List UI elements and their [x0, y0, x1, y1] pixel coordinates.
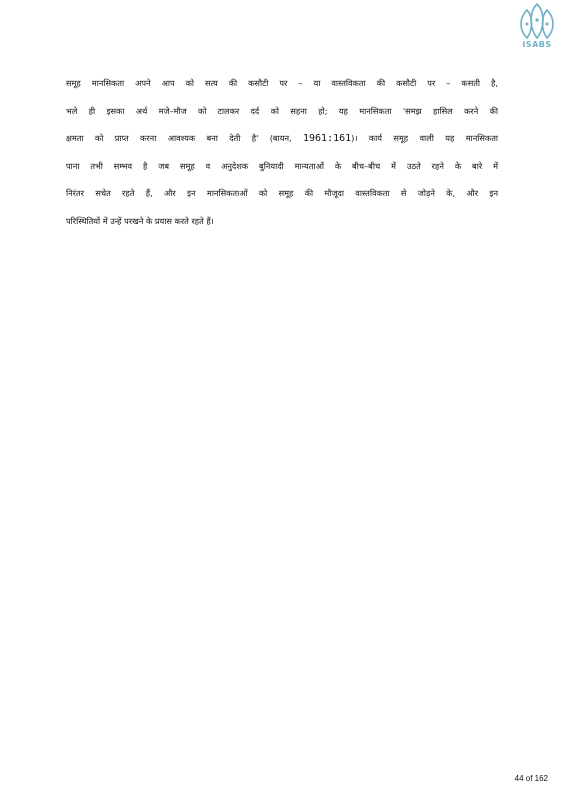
- line-3-tail: )। कार्य समूह वाली यह मानसिकता: [351, 133, 498, 144]
- isabs-logo: [513, 2, 561, 54]
- logo-text: ISABS: [522, 40, 552, 49]
- line-3-text: क्षमता को प्राप्त करना आवश्यक बना देती है' (बायन,: [66, 133, 292, 144]
- citation-year: 1961:161: [302, 133, 352, 145]
- three-figures-logo-icon: [513, 2, 561, 42]
- paragraph-line-6: परिस्थितियों में उन्हें परखने के प्रयास करते रहते हैं।: [66, 215, 214, 226]
- page-number: 44 of 162: [514, 774, 548, 783]
- body-paragraph: [66, 70, 498, 236]
- paragraph-line-1: समूह मानसिकता अपने आप को सत्य की कसौटी पर – या वास्तविकता की कसौटी पर – कसती है,: [66, 78, 498, 88]
- paragraph-line-4: पाना तभी सम्भव है जब समूह व अनुदेशक बुनियादी मान्यताओं के बीच–बीच में उठते रहने के बारे में: [66, 160, 498, 171]
- paragraph-line-2: भले ही इसका अर्थ मजे–मौज को टालकर दर्द को सहना हो; यह मानसिकता 'समझ हासिल करने की: [66, 105, 498, 116]
- paragraph-line-5: निरंतर सचेत रहते हैं, और इन मानसिकताओं को समूह की मौजूदा वास्तविकता से जोड़ने के, और इन: [66, 188, 498, 199]
- paragraph-line-3: [66, 125, 498, 153]
